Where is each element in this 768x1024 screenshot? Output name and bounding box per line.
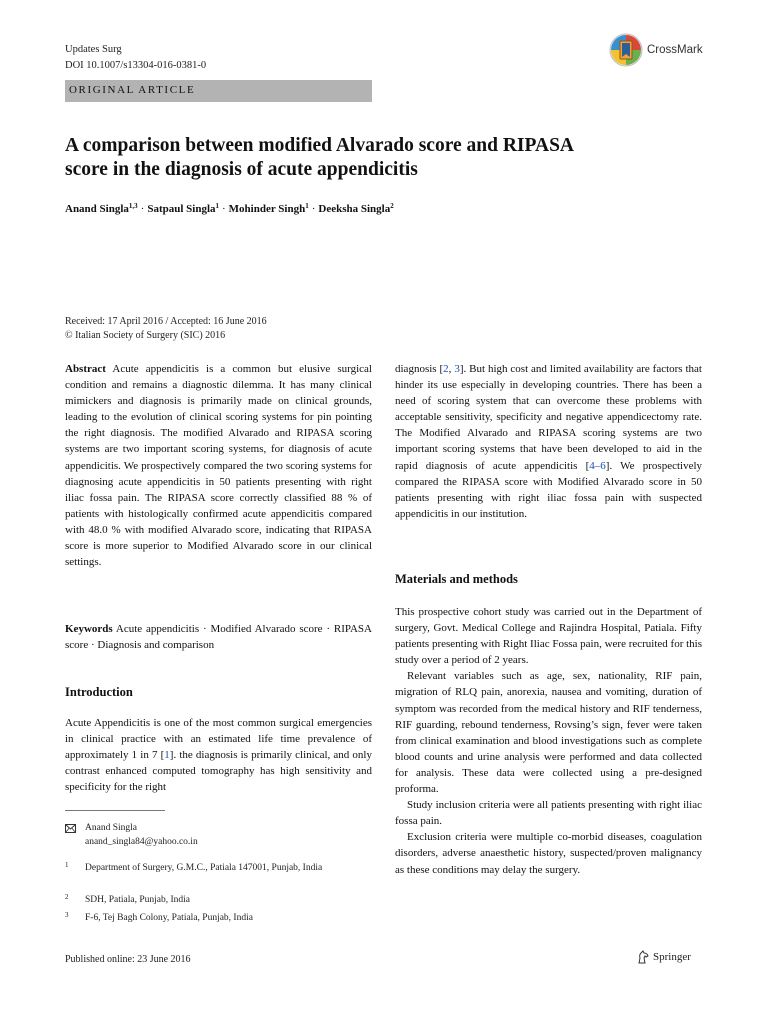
citation-link[interactable]: 4–6 bbox=[589, 459, 606, 472]
abstract bbox=[65, 361, 372, 570]
methods-paragraph: Exclusion criteria were multiple co-morbid diseases, coagulation disorders, adverse anaesthetic history, suspected/proven malignancy as these conditions may delay the surgery. bbox=[395, 831, 702, 876]
intro-text-a: Acute Appendicitis is one of the most common surgical emergencies in clinical practice with an estimated life time prevalence of approximately 1 in 7 [ bbox=[65, 717, 372, 762]
title-line-1: A comparison between modified Alvarado score and RIPASA bbox=[65, 135, 574, 156]
introduction-heading: Introduction bbox=[65, 685, 133, 699]
right-intro-text bbox=[395, 361, 702, 522]
keywords-label: Keywords bbox=[65, 623, 113, 635]
citation-link[interactable]: 3 bbox=[454, 363, 460, 375]
methods-text bbox=[395, 604, 702, 878]
author-separator: · bbox=[222, 203, 226, 215]
article-dates bbox=[65, 315, 267, 343]
methods-paragraph: This prospective cohort study was carried out in the Department of surgery, Govt. Medical College and Rajindra Hospital, Patiala. Fifty patients presenting with Right Iliac Fossa pain, were recruited for this study over a period of 2 years. bbox=[395, 606, 703, 667]
springer-horse-icon bbox=[636, 950, 650, 964]
envelope-icon bbox=[65, 824, 76, 833]
crossmark-icon bbox=[609, 33, 643, 67]
author-separator: · bbox=[140, 203, 145, 215]
right-intro-b: , bbox=[448, 363, 455, 375]
abstract-label: Abstract bbox=[65, 363, 106, 375]
received-accepted: Received: 17 April 2016 / Accepted: 16 June 2016 bbox=[65, 316, 267, 327]
contact-email[interactable]: anand_singla84@yahoo.co.in bbox=[85, 837, 198, 847]
article-type-bar bbox=[65, 80, 372, 102]
abstract-text: Acute appendicitis is a common but elusive surgical condition and remains a diagnostic dilemma. It has many clinical mimickers and diagnosis is primarily made on clinical grounds, leading to the evolution of clinical scoring systems for pin pointing the right diagnosis. The modified Alvarado and RIPASA scoring systems are two important scoring systems, for diagnosis of acute appendicitis. We prospectively compared the two scoring systems for diagnosing acute appendicitis in 50 patients presenting with right iliac fossa pain. The RIPASA score correctly classified 88 % of patients with histologically confirmed acute appendicitis compared with 48.0 % with modified Alvarado score, indicating that RIPASA score is more superior to Modified Alvarado score in our clinical settings. bbox=[65, 363, 372, 569]
crossmark-label: CrossMark bbox=[647, 44, 703, 56]
citation-link[interactable]: 1 bbox=[164, 749, 170, 762]
methods-heading: Materials and methods bbox=[395, 572, 518, 586]
citation-link[interactable]: 2 bbox=[443, 363, 449, 375]
crossmark-logo[interactable] bbox=[609, 30, 705, 70]
right-intro-a: diagnosis [ bbox=[395, 363, 444, 375]
right-intro-c: ]. But high cost and limited availability are factors that hinder its use especially in developing countries. There has been a need of scoring system that can overcome these problems with acceptable sensitivity, specificity and negative appendicectomy rate. The Modified Alvarado and RIPASA scoring systems are two important scoring systems that have been developed to aid in the rapid diagnosis of acute appendicitis [ bbox=[395, 363, 702, 472]
affiliation-text: Department of Surgery, G.M.C., Patiala 147001, Punjab, India bbox=[85, 863, 323, 873]
introduction-text bbox=[65, 715, 372, 795]
article-type: ORIGINAL ARTICLE bbox=[69, 84, 196, 96]
keywords-text: Acute appendicitis · Modified Alvarado score · RIPASA score · Diagnosis and comparison bbox=[65, 623, 372, 652]
affiliation-number: 3 bbox=[65, 911, 69, 919]
author-name[interactable]: Anand Singla bbox=[65, 203, 129, 215]
author-affiliation[interactable]: 1 bbox=[305, 202, 309, 210]
doi[interactable]: DOI 10.1007/s13304-016-0381-0 bbox=[65, 60, 207, 71]
contact-name: Anand Singla bbox=[85, 823, 137, 833]
right-intro-d: ]. We prospectively compared the RIPASA score with Modified Alvarado score in 50 patients presenting with right iliac fossa pain with suspected appendicitis in our institution. bbox=[395, 459, 703, 520]
journal-name: Updates Surg bbox=[65, 44, 122, 55]
copyright: © Italian Society of Surgery (SIC) 2016 bbox=[65, 330, 226, 341]
methods-paragraph: Relevant variables such as age, sex, nationality, RIF pain, migration of RLQ pain, anorexia, nausea and vomiting, duration of symptom was recorded from the medical history and RIF tenderness, RIF guarding, rebound tenderness, Rovsing’s sign, fever were taken from clinical examination and blood investigations such as complete blood counts and urine analysis were performed and data collected for analysis. These data were collected using a pre-designed proforma. bbox=[395, 670, 702, 796]
title-line-2: score in the diagnosis of acute appendicitis bbox=[65, 159, 418, 180]
author-affiliation[interactable]: 2 bbox=[390, 202, 394, 210]
author-name[interactable]: Deeksha Singla bbox=[318, 203, 391, 215]
author-affiliation[interactable]: 1,3 bbox=[128, 202, 138, 210]
footnote-divider bbox=[65, 810, 165, 811]
affiliation-number: 1 bbox=[65, 861, 69, 869]
author-separator: · bbox=[311, 203, 316, 215]
affiliation-text: SDH, Patiala, Punjab, India bbox=[85, 895, 191, 905]
author-name[interactable]: Mohinder Singh bbox=[228, 203, 306, 215]
author-affiliation[interactable]: 1 bbox=[215, 202, 219, 210]
published-date: Published online: 23 June 2016 bbox=[65, 954, 191, 965]
paper-title bbox=[65, 134, 685, 182]
author-name[interactable]: Satpaul Singla bbox=[147, 203, 216, 215]
affiliation-text: F-6, Tej Bagh Colony, Patiala, Punjab, India bbox=[85, 913, 253, 923]
journal-header bbox=[65, 42, 206, 74]
publisher-logo[interactable] bbox=[636, 950, 691, 964]
author-list bbox=[65, 202, 394, 215]
keywords bbox=[65, 621, 372, 653]
affiliation-number: 2 bbox=[65, 893, 69, 901]
methods-paragraph: Study inclusion criteria were all patients presenting with right iliac fossa pain. bbox=[395, 799, 702, 828]
intro-text-b: ]. the diagnosis is primarily clinical, and only contrast enhanced computed tomography has high sensitivity and specificity for the right bbox=[65, 749, 372, 794]
publisher-name: Springer bbox=[653, 951, 691, 963]
